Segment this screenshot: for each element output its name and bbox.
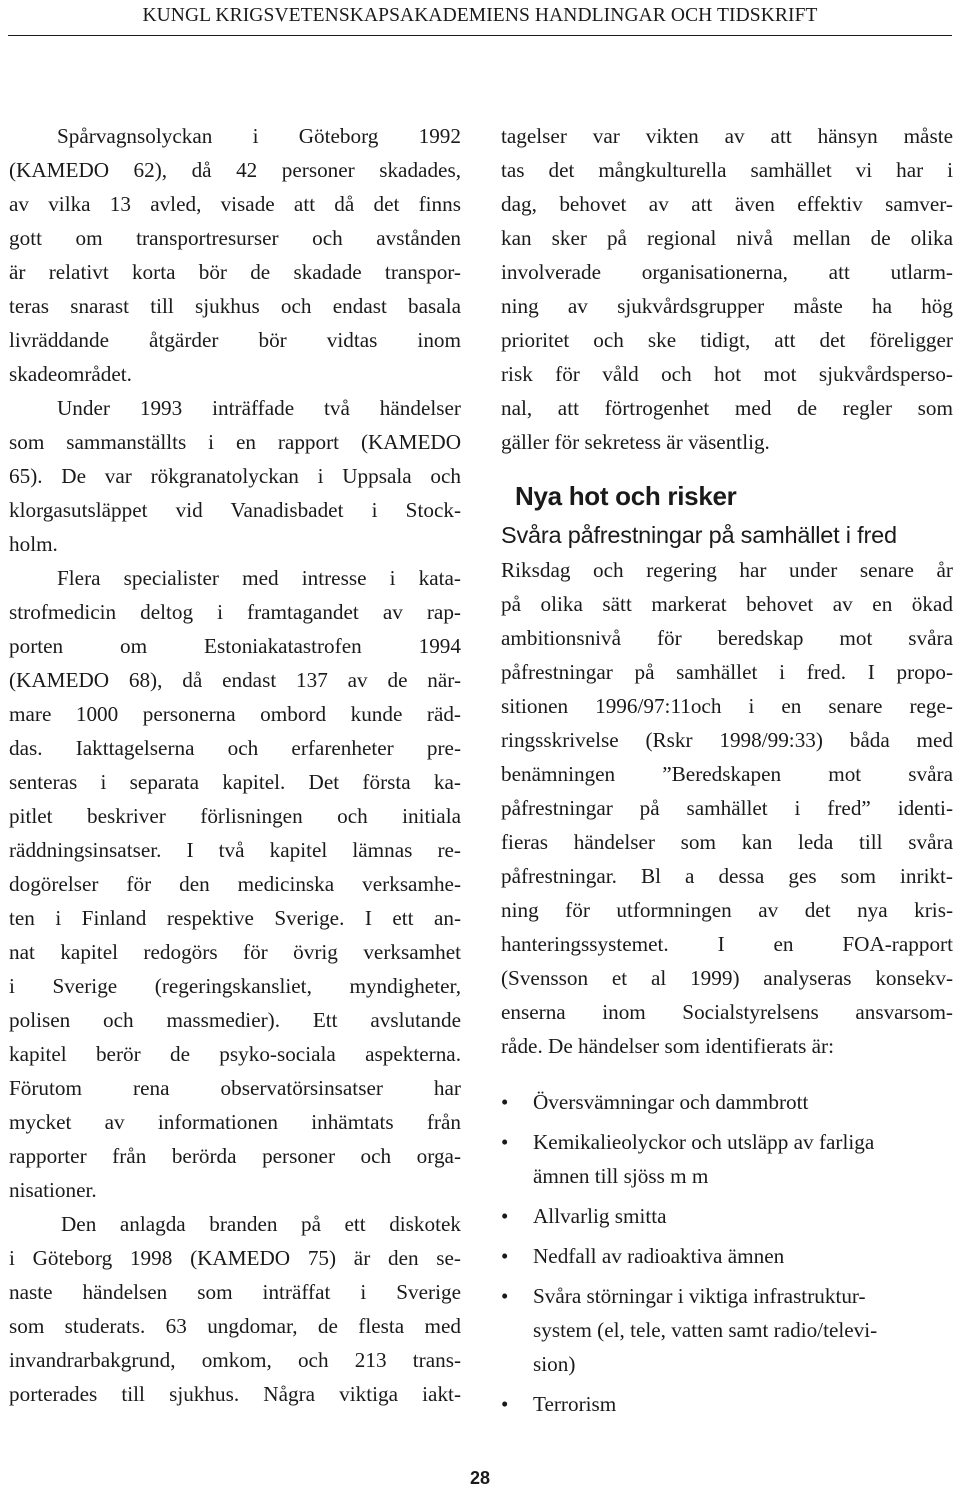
bullet-item xyxy=(501,1239,953,1273)
paragraph-line: risk för våld och hot mot sjukvårdsperso- xyxy=(501,362,953,386)
paragraph-line: ning för utformningen av det nya kris- xyxy=(501,898,953,922)
paragraph-line: ten i Finland respektive Sverige. I ett an- xyxy=(9,906,461,930)
bullet-text: Kemikalieolyckor och utsläpp av farliga xyxy=(533,1130,875,1154)
bullet-dot-icon: • xyxy=(501,1392,509,1416)
paragraph-line: sitionen 1996/97:11och i en senare rege- xyxy=(501,694,953,718)
bullet-text: Allvarlig smitta xyxy=(533,1204,667,1228)
paragraph-line: Den anlagda branden på ett diskotek xyxy=(61,1212,461,1236)
paragraph-line: Spårvagnsolyckan i Göteborg 1992 xyxy=(57,124,461,148)
paragraph-line: på olika sätt markerat behovet av en ökad xyxy=(501,592,953,616)
paragraph-line: gäller för sekretess är väsentlig. xyxy=(501,430,770,454)
paragraph-line: rapporter från berörda personer och orga- xyxy=(9,1144,461,1168)
paragraph-line: 65). De var rökgranatolyckan i Uppsala och xyxy=(9,464,461,488)
paragraph-line: holm. xyxy=(9,532,58,556)
paragraph-line: mare 1000 personerna ombord kunde räd- xyxy=(9,702,461,726)
paragraph-line: prioritet och ske tidigt, att det föreligger xyxy=(501,328,953,352)
running-header: KUNGL KRIGSVETENSKAPSAKADEMIENS HANDLINGAR OCH TIDSKRIFT xyxy=(142,5,818,26)
paragraph-line: porterades till sjukhus. Några viktiga iakt- xyxy=(9,1382,461,1406)
paragraph-line: ambitionsnivå för beredskap mot svåra xyxy=(501,626,953,650)
paragraph-line: råde. De händelser som identifierats är: xyxy=(501,1034,834,1058)
paragraph-line: påfrestningar på samhället i fred. I propo- xyxy=(501,660,953,684)
paragraph-line: pitlet beskriver förlisningen och initiala xyxy=(9,804,461,828)
paragraph-line: som studerats. 63 ungdomar, de flesta med xyxy=(9,1314,461,1338)
paragraph-line: porten om Estoniakatastrofen 1994 xyxy=(9,634,461,658)
paragraph-line: räddningsinsatser. I två kapitel lämnas re- xyxy=(9,838,461,862)
paragraph-line: gott om transportresurser och avstånden xyxy=(9,226,461,250)
section-heading: Nya hot och risker xyxy=(515,481,737,511)
paragraph-line: das. Iakttagelserna och erfarenheter pre- xyxy=(9,736,461,760)
bullet-text: ämnen till sjöss m m xyxy=(533,1164,709,1188)
paragraph-line: tagelser var vikten av att hänsyn måste xyxy=(501,124,953,148)
right-column xyxy=(501,119,953,1427)
paragraph-line: invandrarbakgrund, omkom, och 213 trans- xyxy=(9,1348,461,1372)
header-rule xyxy=(8,35,952,36)
bullet-dot-icon: • xyxy=(501,1244,509,1268)
paragraph-line: mycket av informationen inhämtats från xyxy=(9,1110,461,1134)
left-column xyxy=(9,119,461,1411)
bullet-list xyxy=(501,1085,953,1421)
paragraph-line: påfrestningar på samhället i fred” identi- xyxy=(501,796,953,820)
bullet-text: Svåra störningar i viktiga infrastruktur- xyxy=(533,1284,866,1308)
bullet-text: Terrorism xyxy=(533,1392,617,1416)
paragraph-line: nat kapitel redogörs för övrig verksamhet xyxy=(9,940,461,964)
paragraph-line: livräddande åtgärder bör vidtas inom xyxy=(9,328,461,352)
bullet-dot-icon: • xyxy=(501,1130,509,1154)
bullet-text: sion) xyxy=(533,1352,576,1376)
paragraph-line: i Göteborg 1998 (KAMEDO 75) är den se- xyxy=(9,1246,461,1270)
paragraph-line: skadeområdet. xyxy=(9,362,132,386)
paragraph-line: kan sker på regional nivå mellan de olika xyxy=(501,226,953,250)
paragraph-line: som sammanställts i en rapport (KAMEDO xyxy=(9,430,461,454)
bullet-item xyxy=(501,1085,953,1119)
bullet-text: Översvämningar och dammbrott xyxy=(533,1090,809,1114)
bullet-item xyxy=(501,1199,953,1233)
page-number: 28 xyxy=(469,1468,491,1488)
bullet-item xyxy=(501,1125,953,1193)
bullet-item xyxy=(501,1279,953,1381)
paragraph-line: strofmedicin deltog i framtagandet av rap- xyxy=(9,600,461,624)
paragraph-line: teras snarast till sjukhus och endast basala xyxy=(9,294,461,318)
paragraph-line: dogörelser för den medicinska verksamhe- xyxy=(9,872,461,896)
paragraph-line: tas det mångkulturella samhället vi har i xyxy=(501,158,953,182)
paragraph-line: klorgasutsläppet vid Vanadisbadet i Stock- xyxy=(9,498,461,522)
paragraph-line: involverade organisationerna, att utlarm- xyxy=(501,260,953,284)
paragraph-line: nisationer. xyxy=(9,1178,97,1202)
paragraph-line: (KAMEDO 62), då 42 personer skadades, xyxy=(9,158,461,182)
bullet-dot-icon: • xyxy=(501,1204,509,1228)
paragraph-line: Riksdag och regering har under senare år xyxy=(501,558,953,582)
bullet-item xyxy=(501,1387,953,1421)
paragraph-line: enserna inom Socialstyrelsens ansvarsom- xyxy=(501,1000,953,1024)
paragraph-line: kapitel berör de psyko-sociala aspekterna. xyxy=(9,1042,461,1066)
paragraph-line: hanteringssystemet. I en FOA-rapport xyxy=(501,932,953,956)
subsection-heading: Svåra påfrestningar på samhället i fred xyxy=(501,522,897,548)
paragraph-line: Förutom rena observatörsinsatser har xyxy=(9,1076,461,1100)
paragraph-line: ringsskrivelse (Rskr 1998/99:33) båda med xyxy=(501,728,953,752)
paragraph-line: av vilka 13 avled, visade att då det finns xyxy=(9,192,461,216)
paragraph-line: naste händelsen som inträffat i Sverige xyxy=(9,1280,461,1304)
paragraph-line: är relativt korta bör de skadade transpor- xyxy=(9,260,461,284)
paragraph-line: Under 1993 inträffade två händelser xyxy=(57,396,461,420)
paragraph-line: (KAMEDO 68), då endast 137 av de när- xyxy=(9,668,461,692)
paragraph-line: i Sverige (regeringskansliet, myndigheter, xyxy=(9,974,461,998)
paragraph-line: dag, behovet av att även effektiv samver- xyxy=(501,192,953,216)
paragraph-line: senteras i separata kapitel. Det första ka- xyxy=(9,770,461,794)
bullet-text: Nedfall av radioaktiva ämnen xyxy=(533,1244,785,1268)
bullet-text: system (el, tele, vatten samt radio/televi- xyxy=(533,1318,878,1342)
paragraph-line: Flera specialister med intresse i kata- xyxy=(57,566,461,590)
paragraph-line: ning av sjukvårdsgrupper måste ha hög xyxy=(501,294,953,318)
paragraph-line: (Svensson et al 1999) analyseras konsekv- xyxy=(501,966,953,990)
paragraph-line: påfrestningar. Bl a dessa ges som inrikt- xyxy=(501,864,953,888)
paragraph-line: nal, att förtrogenhet med de regler som xyxy=(501,396,953,420)
bullet-dot-icon: • xyxy=(501,1284,509,1308)
bullet-dot-icon: • xyxy=(501,1090,509,1114)
paragraph-line: benämningen ”Beredskapen mot svåra xyxy=(501,762,953,786)
paragraph-line: fieras händelser som kan leda till svåra xyxy=(501,830,953,854)
paragraph-line: polisen och massmedier). Ett avslutande xyxy=(9,1008,461,1032)
